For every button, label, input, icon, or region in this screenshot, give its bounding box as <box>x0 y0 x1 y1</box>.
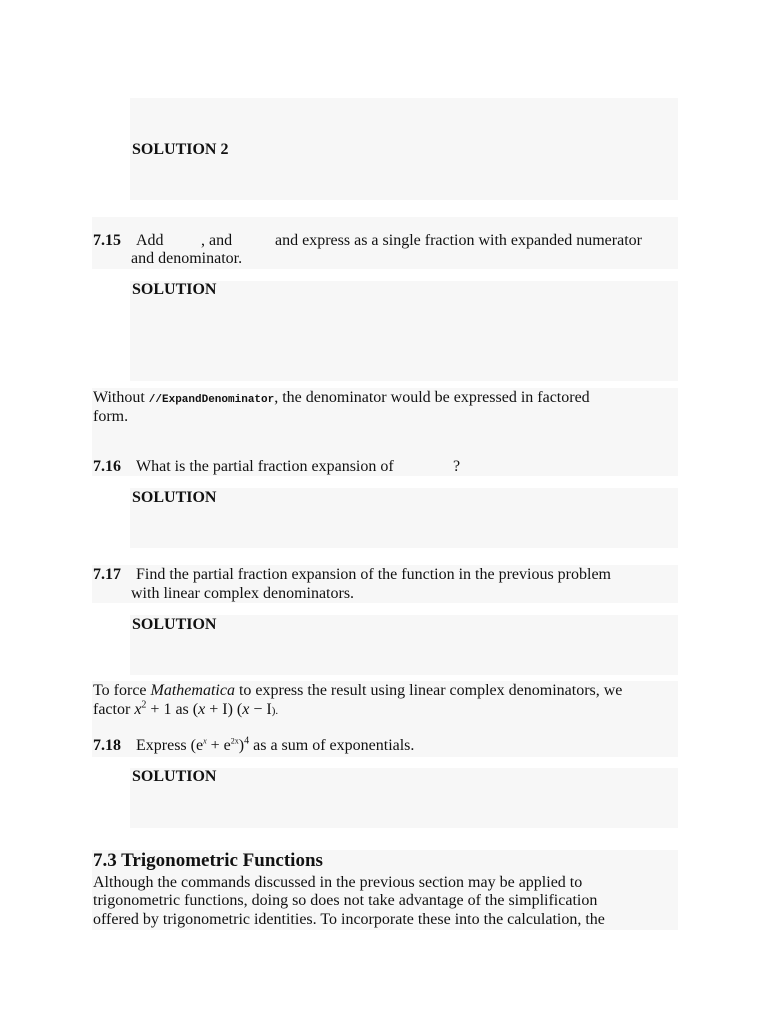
note-7-17-plus-i: + I) ( <box>205 701 243 718</box>
solution-7-15-label: SOLUTION <box>132 281 217 298</box>
section-7-3-line2: trigonometric functions, doing so does not take advantage of the simplification <box>93 892 598 909</box>
section-7-3-line3: offered by trigonometric identities. To incorporate these into the calculation, the <box>93 911 605 928</box>
p718-b: + e <box>206 737 231 754</box>
problem-7-16-qmark: ? <box>453 458 461 475</box>
note-7-17-minus-i: − I <box>249 701 272 718</box>
problem-7-15-add: Add <box>136 232 164 249</box>
problem-7-17-line2: with linear complex denominators. <box>131 585 355 602</box>
note-7-17-factor: factor <box>93 701 135 718</box>
var-x: x <box>198 701 206 718</box>
note-7-17-line2 <box>93 701 278 720</box>
p718-sup-x: x <box>203 736 207 746</box>
problem-7-17-number: 7.17 <box>93 566 121 583</box>
problem-7-16-number: 7.16 <box>93 458 121 475</box>
solution-7-18-label: SOLUTION <box>132 768 217 785</box>
note-7-17-plus-one: + 1 as ( <box>146 701 199 718</box>
p718-d: as a sum of exponentials. <box>249 737 415 754</box>
var-x: x <box>134 701 142 718</box>
var-x: x <box>242 701 250 718</box>
problem-7-15-line2: and denominator. <box>131 250 243 267</box>
mathematica-italic: Mathematica <box>150 682 235 699</box>
section-7-3-line1: Although the commands discussed in the previous section may be applied to <box>93 874 583 891</box>
exponent-2: 2 <box>141 699 147 711</box>
p718-sup-2x: 2x <box>230 736 239 746</box>
note-7-15-before: Without <box>93 389 149 406</box>
problem-7-15-and: , and <box>201 232 233 249</box>
note-7-15-line1 <box>93 389 590 409</box>
note-7-17-a: To force <box>93 682 151 699</box>
problem-7-17-line1: Find the partial fraction expansion of the function in the previous problem <box>136 566 611 583</box>
note-7-15-after: , the denominator would be expressed in factored <box>274 389 590 406</box>
p718-a: Express (e <box>136 737 204 754</box>
problem-7-18-number: 7.18 <box>93 737 121 754</box>
problem-7-15-rest: and express as a single fraction with expanded numerator <box>275 232 642 249</box>
p718-sup-4: 4 <box>244 735 250 747</box>
note-7-17-b: to express the result using linear complex denominators, we <box>234 682 623 699</box>
section-7-3-heading: 7.3 Trigonometric Functions <box>93 850 323 871</box>
expand-denominator-code: //ExpandDenominator <box>148 394 275 406</box>
note-7-17-end: ). <box>271 705 279 717</box>
problem-7-15-line1 <box>93 232 121 250</box>
problem-7-16-text: What is the partial fraction expansion of <box>136 458 394 475</box>
solution-7-16-label: SOLUTION <box>132 489 217 506</box>
problem-7-18-text <box>136 737 414 755</box>
note-7-15-line2: form. <box>93 408 129 425</box>
solution-7-17-label: SOLUTION <box>132 616 217 633</box>
p718-c: ) <box>238 737 245 754</box>
solution-2-label: SOLUTION 2 <box>132 141 229 158</box>
note-7-17-line1 <box>93 682 622 700</box>
problem-7-15-number: 7.15 <box>93 232 121 249</box>
